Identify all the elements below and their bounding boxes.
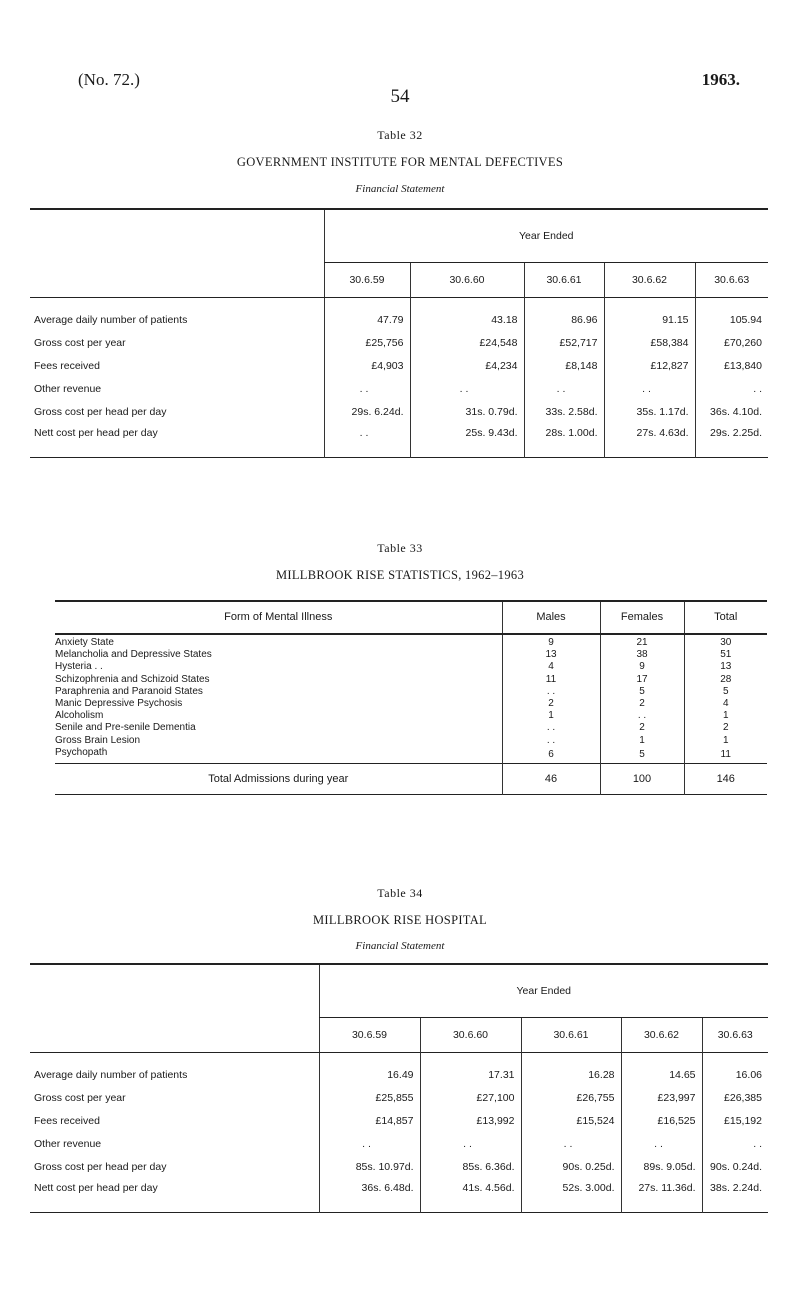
table33-label: Table 33 bbox=[377, 541, 423, 555]
table32-label: Table 32 bbox=[377, 128, 423, 142]
cell: 30 bbox=[684, 637, 767, 649]
cell: 17 bbox=[600, 674, 684, 686]
row-label: Average daily number of patients bbox=[34, 313, 188, 326]
header-form: Form of Mental Illness bbox=[224, 611, 333, 624]
cell: £4,234 bbox=[410, 354, 524, 377]
cell: 9 bbox=[502, 637, 600, 649]
table-row bbox=[55, 710, 767, 722]
table-row bbox=[30, 1132, 768, 1155]
table-row bbox=[55, 661, 767, 673]
row-label: Paraphrenia and Paranoid States bbox=[55, 685, 203, 697]
table-row bbox=[30, 1155, 768, 1178]
cell: 2 bbox=[684, 722, 767, 734]
cell: 14.65 bbox=[621, 1063, 702, 1086]
table32-col-header: 30.6.62 bbox=[604, 263, 695, 298]
cell: 5 bbox=[600, 686, 684, 698]
row-label: Nett cost per head per day bbox=[34, 1182, 158, 1194]
cell: 6 bbox=[502, 747, 600, 764]
cell: £16,525 bbox=[621, 1109, 702, 1132]
cell: £24,548 bbox=[410, 331, 524, 354]
cell: . . bbox=[420, 1132, 521, 1155]
cell: £15,192 bbox=[702, 1109, 768, 1132]
cell: . . bbox=[621, 1132, 702, 1155]
table34-col-header: 30.6.59 bbox=[319, 1018, 420, 1053]
cell: 91.15 bbox=[604, 308, 695, 331]
table32-subtitle: Financial Statement bbox=[355, 183, 445, 195]
table-row bbox=[55, 698, 767, 710]
cell: 46 bbox=[502, 764, 600, 795]
cell: 16.06 bbox=[702, 1063, 768, 1086]
table34-label: Table 34 bbox=[377, 886, 423, 900]
cell: 1 bbox=[684, 735, 767, 747]
cell: 90s. 0.25d. bbox=[521, 1155, 621, 1178]
cell: 21 bbox=[600, 637, 684, 649]
table-row bbox=[55, 686, 767, 698]
cell: 9 bbox=[600, 661, 684, 673]
cell: £4,903 bbox=[324, 354, 410, 377]
table-row bbox=[55, 735, 767, 747]
cell: £27,100 bbox=[420, 1086, 521, 1109]
cell: £26,755 bbox=[521, 1086, 621, 1109]
cell: 38s. 2.24d. bbox=[702, 1178, 768, 1213]
table-row bbox=[30, 1109, 768, 1132]
table-row bbox=[55, 637, 767, 649]
cell: £13,992 bbox=[420, 1109, 521, 1132]
header-females: Females bbox=[600, 601, 684, 634]
cell: 105.94 bbox=[695, 308, 768, 331]
row-label: Gross cost per head per day bbox=[34, 1160, 167, 1173]
cell: . . bbox=[524, 377, 604, 400]
cell: 16.49 bbox=[319, 1063, 420, 1086]
cell: 43.18 bbox=[410, 308, 524, 331]
table-row bbox=[30, 354, 768, 377]
table-row bbox=[55, 649, 767, 661]
cell: 85s. 6.36d. bbox=[420, 1155, 521, 1178]
table-row bbox=[30, 377, 768, 400]
cell: 51 bbox=[684, 649, 767, 661]
table32-title: GOVERNMENT INSTITUTE FOR MENTAL DEFECTIVES bbox=[236, 155, 564, 169]
table-row bbox=[55, 722, 767, 734]
table32-financial bbox=[30, 208, 768, 458]
table34-col-header: 30.6.60 bbox=[420, 1018, 521, 1053]
cell: 4 bbox=[502, 661, 600, 673]
page-number: 54 bbox=[390, 86, 410, 107]
cell: 33s. 2.58d. bbox=[524, 400, 604, 423]
cell: £25,855 bbox=[319, 1086, 420, 1109]
cell: . . bbox=[502, 686, 600, 698]
cell: £15,524 bbox=[521, 1109, 621, 1132]
cell: . . bbox=[695, 377, 768, 400]
cell: 11 bbox=[502, 674, 600, 686]
cell: . . bbox=[502, 735, 600, 747]
cell: £23,997 bbox=[621, 1086, 702, 1109]
table34-subtitle: Financial Statement bbox=[355, 940, 445, 952]
row-label: Nett cost per head per day bbox=[34, 427, 158, 439]
cell: 36s. 6.48d. bbox=[319, 1178, 420, 1213]
cell: 27s. 11.36d. bbox=[621, 1178, 702, 1213]
cell: 28s. 1.00d. bbox=[524, 423, 604, 458]
cell: 13 bbox=[684, 661, 767, 673]
cell: . . bbox=[702, 1132, 768, 1155]
cell: 1 bbox=[600, 735, 684, 747]
table32-col-header: 30.6.61 bbox=[524, 263, 604, 298]
table34-col-header: 30.6.63 bbox=[702, 1018, 768, 1053]
table33-title: MILLBROOK RISE STATISTICS, 1962–1963 bbox=[275, 568, 524, 582]
table34-financial bbox=[30, 963, 768, 1213]
table32-year-ended: Year Ended bbox=[324, 209, 768, 263]
cell: 31s. 0.79d. bbox=[410, 400, 524, 423]
cell: £52,717 bbox=[524, 331, 604, 354]
cell: . . bbox=[604, 377, 695, 400]
cell: £26,385 bbox=[702, 1086, 768, 1109]
cell: 5 bbox=[684, 686, 767, 698]
table32-col-header: 30.6.60 bbox=[410, 263, 524, 298]
row-label: Fees received bbox=[34, 359, 100, 372]
table34-title: MILLBROOK RISE HOSPITAL bbox=[313, 913, 487, 927]
cell: 1 bbox=[684, 710, 767, 722]
row-label: Alcoholism bbox=[55, 710, 104, 722]
cell: 16.28 bbox=[521, 1063, 621, 1086]
cell: 2 bbox=[600, 722, 684, 734]
cell: £14,857 bbox=[319, 1109, 420, 1132]
cell: . . bbox=[324, 423, 410, 458]
cell: 2 bbox=[502, 698, 600, 710]
table34-col-header: 30.6.61 bbox=[521, 1018, 621, 1053]
cell: £8,148 bbox=[524, 354, 604, 377]
row-label: Other revenue bbox=[34, 1137, 102, 1150]
row-label: Other revenue bbox=[34, 382, 102, 395]
cell: 35s. 1.17d. bbox=[604, 400, 695, 423]
total-row bbox=[55, 764, 767, 795]
cell: 146 bbox=[684, 764, 767, 795]
cell: 52s. 3.00d. bbox=[521, 1178, 621, 1213]
row-label: Gross cost per year bbox=[34, 336, 126, 349]
cell: 5 bbox=[600, 747, 684, 764]
cell: 28 bbox=[684, 674, 767, 686]
row-label: Anxiety State bbox=[55, 637, 114, 648]
table-row bbox=[30, 308, 768, 331]
cell: . . bbox=[521, 1132, 621, 1155]
row-label: Melancholia and Depressive States bbox=[55, 649, 212, 661]
header-total: Total bbox=[684, 601, 767, 634]
page-left-header: (No. 72.) bbox=[78, 70, 140, 89]
table33-statistics bbox=[55, 600, 767, 795]
table32-col-header: 30.6.63 bbox=[695, 263, 768, 298]
cell: 47.79 bbox=[324, 308, 410, 331]
row-label: Gross cost per year bbox=[34, 1091, 126, 1104]
cell: . . bbox=[324, 377, 410, 400]
row-label: Schizophrenia and Schizoid States bbox=[55, 673, 210, 685]
row-label: Gross Brain Lesion bbox=[55, 734, 141, 746]
cell: 29s. 2.25d. bbox=[695, 423, 768, 458]
total-label: Total Admissions during year bbox=[208, 772, 349, 785]
row-label: Gross cost per head per day bbox=[34, 405, 167, 418]
table-row bbox=[30, 331, 768, 354]
table-row bbox=[30, 1086, 768, 1109]
cell: 2 bbox=[600, 698, 684, 710]
cell: 90s. 0.24d. bbox=[702, 1155, 768, 1178]
cell: £70,260 bbox=[695, 331, 768, 354]
cell: £25,756 bbox=[324, 331, 410, 354]
cell: 25s. 9.43d. bbox=[410, 423, 524, 458]
cell: 29s. 6.24d. bbox=[324, 400, 410, 423]
cell: . . bbox=[502, 722, 600, 734]
page-year: 1963. bbox=[701, 70, 740, 89]
row-label: Hysteria . . bbox=[55, 661, 103, 673]
row-label: Senile and Pre-senile Dementia bbox=[55, 722, 196, 734]
cell: 100 bbox=[600, 764, 684, 795]
cell: 36s. 4.10d. bbox=[695, 400, 768, 423]
cell: 89s. 9.05d. bbox=[621, 1155, 702, 1178]
cell: 13 bbox=[502, 649, 600, 661]
table-row bbox=[30, 1178, 768, 1213]
cell: £58,384 bbox=[604, 331, 695, 354]
table-row bbox=[30, 400, 768, 423]
row-label: Average daily number of patients bbox=[34, 1068, 188, 1081]
cell: 4 bbox=[684, 698, 767, 710]
table32-col-header: 30.6.59 bbox=[324, 263, 410, 298]
table34-col-header: 30.6.62 bbox=[621, 1018, 702, 1053]
cell: 1 bbox=[502, 710, 600, 722]
cell: £13,840 bbox=[695, 354, 768, 377]
cell: 27s. 4.63d. bbox=[604, 423, 695, 458]
cell: 41s. 4.56d. bbox=[420, 1178, 521, 1213]
cell: . . bbox=[600, 710, 684, 722]
cell: 38 bbox=[600, 649, 684, 661]
table34-year-ended: Year Ended bbox=[319, 964, 768, 1018]
cell: 85s. 10.97d. bbox=[319, 1155, 420, 1178]
cell: £12,827 bbox=[604, 354, 695, 377]
cell: . . bbox=[319, 1132, 420, 1155]
row-label: Fees received bbox=[34, 1114, 100, 1127]
cell: . . bbox=[410, 377, 524, 400]
table-row bbox=[55, 674, 767, 686]
header-males: Males bbox=[502, 601, 600, 634]
table-row bbox=[55, 747, 767, 764]
row-label: Manic Depressive Psychosis bbox=[55, 698, 183, 710]
cell: 86.96 bbox=[524, 308, 604, 331]
row-label: Psychopath bbox=[55, 746, 108, 758]
cell: 17.31 bbox=[420, 1063, 521, 1086]
table-row bbox=[30, 1063, 768, 1086]
table-row bbox=[30, 423, 768, 458]
cell: 11 bbox=[684, 747, 767, 764]
